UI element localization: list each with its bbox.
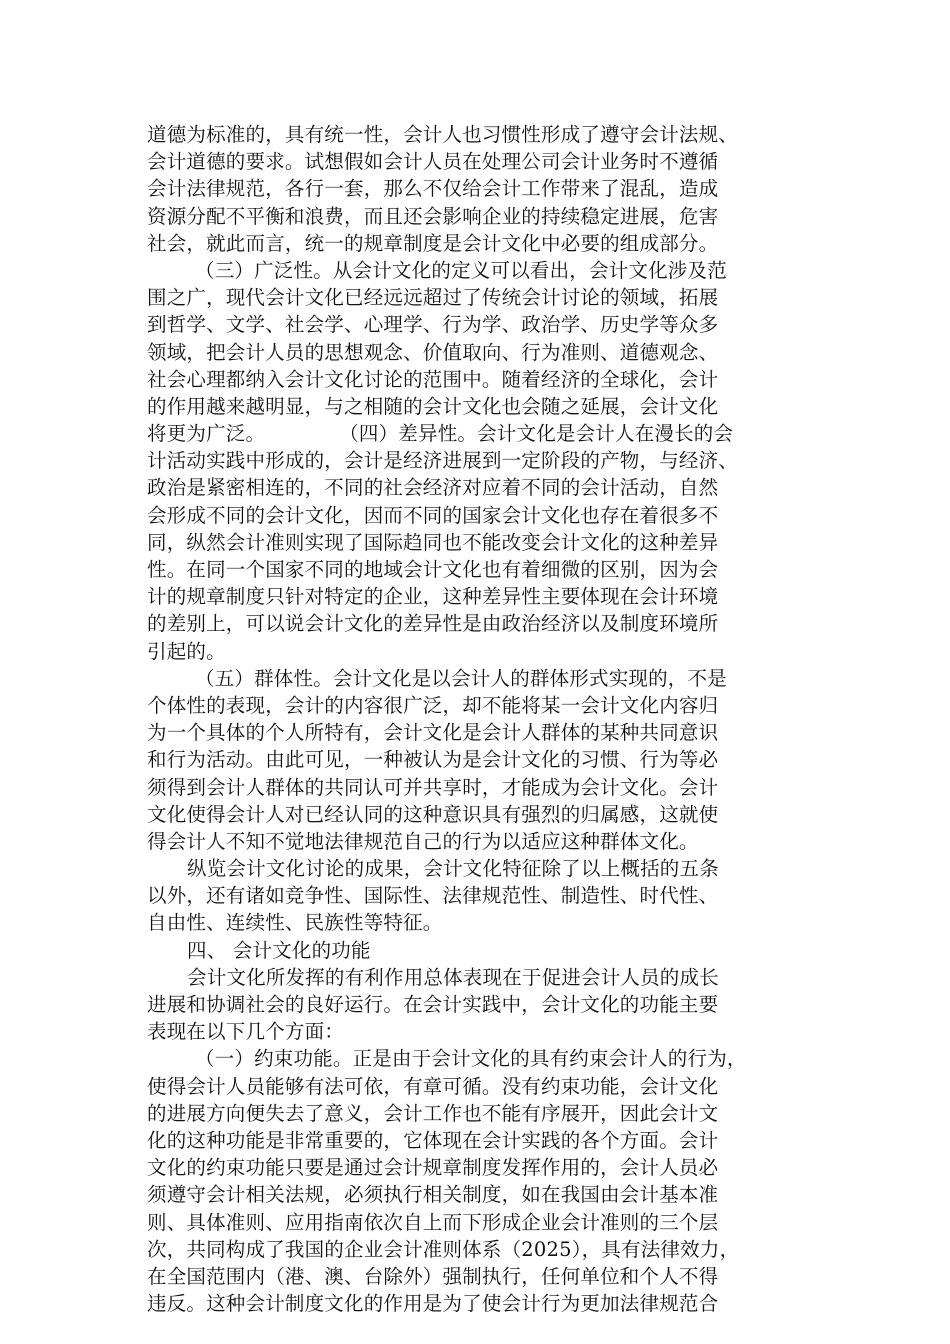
line-text: 性。在同一个国家不同的地域会计文化也有着细微的区别，因为会	[147, 558, 719, 581]
line-text: 个体性的表现，会计的内容很广泛，却不能将某一会计文化内容归	[147, 693, 719, 717]
line-text: 文化的约束功能只要是通过会计规章制度发挥作用的，会计人员必	[147, 1156, 719, 1180]
line-text: 得会计人不知不觉地法律规范自己的行为以适应这种群体文化。	[147, 829, 699, 853]
text-line	[147, 203, 807, 230]
text-line	[147, 610, 807, 637]
line-text: 纵览会计文化讨论的成果，会计文化特征除了以上概括的五条	[187, 857, 719, 881]
text-line	[147, 121, 807, 148]
line-text: 以外，还有诸如竞争性、国际性、法律规范性、制造性、时代性、	[147, 884, 719, 908]
text-line	[147, 1209, 807, 1236]
line-text: 化的这种功能是非常重要的，它体现在会计实践的各个方面。会计	[147, 1128, 719, 1152]
line-text: 道德为标准的，具有统一性，会计人也习惯性形成了遵守会计法规、	[147, 123, 739, 146]
text-line	[147, 474, 807, 501]
text-line	[147, 964, 807, 991]
text-line	[147, 692, 807, 719]
line-text: 四、 会计文化的功能	[187, 938, 371, 962]
line-text: 将更为广泛。	[147, 422, 266, 446]
line-text: 则、具体准则、应用指南依次自上而下形成企业会计准则的三个层	[147, 1210, 719, 1234]
text-line	[147, 665, 807, 692]
line-text: 表现在以下几个方面：	[147, 1020, 345, 1044]
line-text: 政治是紧密相连的，不同的社会经济对应着不同的会计活动，自然	[147, 476, 719, 500]
line-text: 自由性、连续性、民族性等特征。	[147, 911, 443, 935]
line-text: 须遵守会计相关法规，必须执行相关制度，如在我国由会计基本准	[147, 1183, 719, 1207]
line-text: 的差别上，可以说会计文化的差异性是由政治经济以及制度环境所	[147, 612, 719, 636]
line-tail-text: （四）差异性。会计文化是会计人在漫长的会	[339, 422, 734, 446]
line-text: （五）群体性。会计文化是以会计人的群体形式实现的，不是	[195, 666, 727, 690]
text-line	[147, 230, 807, 257]
text-line	[147, 991, 807, 1018]
line-text: 计活动实践中形成的，会计是经济进展到一定阶段的产物，与经济、	[147, 449, 739, 473]
line-text: 会计法律规范，各行一套，那么不仅给会计工作带来了混乱，造成	[147, 177, 719, 201]
text-line	[147, 909, 807, 936]
text-line	[147, 311, 807, 338]
text-line	[147, 638, 807, 665]
text-line	[147, 175, 807, 202]
text-line	[147, 1018, 807, 1045]
text-line	[147, 339, 807, 366]
text-line	[147, 1181, 807, 1208]
text-line	[147, 1127, 807, 1154]
line-text: （三）广泛性。从会计文化的定义可以看出，会计文化涉及范	[195, 258, 727, 282]
line-text: （一）约束功能。正是由于会计文化的具有约束会计人的行为，	[195, 1047, 747, 1071]
text-line	[147, 801, 807, 828]
line-text: 围之广，现代会计文化已经远远超过了传统会计讨论的领域，拓展	[147, 286, 719, 310]
text-line	[147, 1100, 807, 1127]
text-line	[147, 502, 807, 529]
line-text: 领域，把会计人员的思想观念、价值取向、行为准则、道德观念、	[147, 340, 719, 364]
text-line	[147, 529, 807, 556]
line-text: 到哲学、文学、社会学、心理学、行为学、政治学、历史学等众多	[147, 313, 719, 337]
line-text: 引起的。	[147, 639, 226, 663]
text-line	[147, 148, 807, 175]
line-text: 资源分配不平衡和浪费，而且还会影响企业的持续稳定进展，危害	[147, 204, 719, 228]
text-line	[147, 1154, 807, 1181]
line-text: 会计文化所发挥的有利作用总体表现在于促进会计人员的成长	[187, 965, 719, 989]
text-line	[147, 774, 807, 801]
line-text: 和行为活动。由此可见，一种被认为是会计文化的习惯、行为等必	[147, 748, 719, 772]
text-line	[147, 1073, 807, 1100]
line-text: 进展和协调社会的良好运行。在会计实践中，会计文化的功能主要	[147, 993, 719, 1016]
text-line	[147, 828, 807, 855]
text-line	[147, 284, 807, 311]
line-text: 同，纵然会计准则实现了国际趋同也不能改变会计文化的这种差异	[147, 530, 719, 554]
text-line	[147, 583, 807, 610]
text-line	[147, 556, 807, 583]
line-text: 的进展方向便失去了意义，会计工作也不能有序展开，因此会计文	[147, 1101, 719, 1125]
text-line	[147, 1263, 807, 1290]
line-text: 会形成不同的会计文化，因而不同的国家会计文化也存在着很多不	[147, 503, 719, 527]
text-line	[147, 1045, 807, 1072]
line-text: 计的规章制度只针对特定的企业，这种差异性主要体现在会计环境	[147, 585, 719, 609]
line-text: 社会，就此而言，统一的规章制度是会计文化中必要的组成部分。	[147, 231, 719, 255]
line-text: 使得会计人员能够有法可依，有章可循。没有约束功能，会计文化	[147, 1074, 719, 1098]
line-text: 会计道德的要求。试想假如会计人员在处理公司会计业务时不遵循	[147, 150, 719, 174]
text-line	[147, 447, 807, 474]
text-line	[147, 937, 807, 964]
line-text: 在全国范围内（港、澳、台除外）强制执行，任何单位和个人不得	[147, 1264, 719, 1288]
document-body	[147, 121, 807, 1317]
line-text: 须得到会计人群体的共同认可并共享时，才能成为会计文化。会计	[147, 775, 719, 799]
text-line	[147, 855, 807, 882]
line-text: 社会心理都纳入会计文化讨论的范围中。随着经济的全球化，会计	[147, 367, 719, 391]
text-line	[147, 257, 807, 284]
line-text: 违反。这种会计制度文化的作用是为了使会计行为更加法律规范合	[147, 1292, 719, 1316]
line-text: 的作用越来越明显，与之相随的会计文化也会随之延展，会计文化	[147, 394, 719, 418]
line-text: 为一个具体的个人所特有，会计文化是会计人群体的某种共同意识	[147, 721, 719, 745]
line-text: 文化使得会计人对已经认同的这种意识具有强烈的归属感，这就使	[147, 802, 719, 826]
text-line	[147, 420, 807, 447]
text-line	[147, 882, 807, 909]
line-text: 次，共同构成了我国的企业会计准则体系（2025），具有法律效力，	[147, 1237, 740, 1261]
text-line	[147, 1236, 807, 1263]
text-line	[147, 393, 807, 420]
text-line	[147, 719, 807, 746]
text-line	[147, 746, 807, 773]
text-line	[147, 366, 807, 393]
text-line	[147, 1290, 807, 1317]
